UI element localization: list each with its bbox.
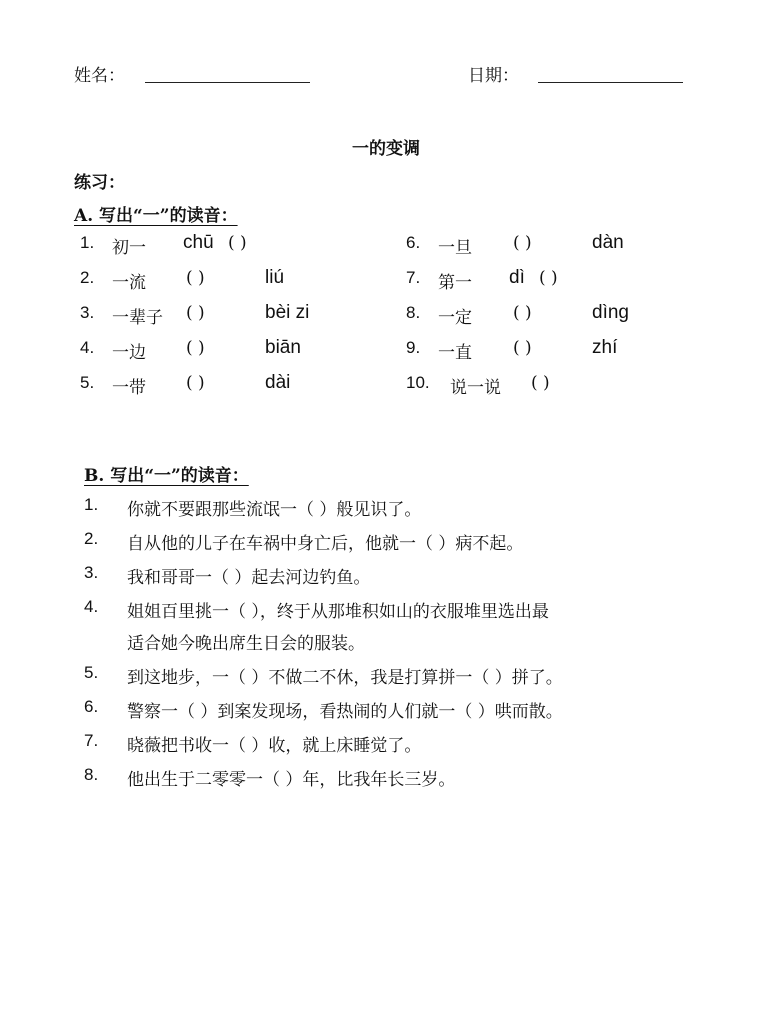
b-item-number: 2. <box>84 529 99 548</box>
section-a-heading: A. 写出“一”的读音： <box>74 206 238 226</box>
a-item-pinyin: dì <box>509 267 525 288</box>
a-item-word: 一边 <box>112 343 146 363</box>
a-item-blank[interactable]: ( ) <box>228 233 247 253</box>
date-blank-line[interactable] <box>538 82 683 83</box>
b-item-sentence[interactable]: 警察一（ ）到案发现场，看热闹的人们就一（ ）哄而散。 <box>127 702 563 722</box>
a-item-number: 8. <box>406 303 421 322</box>
a-item-blank[interactable]: ( ) <box>513 338 532 358</box>
a-item-pinyin: zhí <box>592 337 618 358</box>
a-item-number: 1. <box>80 233 95 252</box>
a-item-blank[interactable]: ( ) <box>186 268 205 288</box>
b-item-sentence[interactable]: 我和哥哥一（ ）起去河边钓鱼。 <box>127 568 371 588</box>
a-item-number: 5. <box>80 373 95 392</box>
a-item-word: 第一 <box>438 273 472 293</box>
a-item-word: 一定 <box>438 308 472 328</box>
page-title: 一的变调 <box>352 139 420 159</box>
a-item-blank[interactable]: ( ) <box>513 303 532 323</box>
b-item-number: 3. <box>84 563 99 582</box>
a-item-blank[interactable]: ( ) <box>539 268 558 288</box>
b-item-sentence-continued: 适合她今晚出席生日会的服装。 <box>127 634 365 654</box>
a-item-pinyin: bèi zi <box>265 302 310 323</box>
b-item-number: 1. <box>84 495 99 514</box>
a-item-pinyin: dìng <box>592 302 629 323</box>
b-item-sentence[interactable]: 你就不要跟那些流氓一（ ）般见识了。 <box>127 500 422 520</box>
a-item-pinyin: liú <box>265 267 285 288</box>
a-item-blank[interactable]: ( ) <box>186 373 205 393</box>
b-item-sentence[interactable]: 他出生于二零零一（ ）年，比我年长三岁。 <box>127 770 456 790</box>
b-item-sentence[interactable]: 姐姐百里挑一（ ），终于从那堆积如山的衣服堆里选出最 <box>127 602 549 622</box>
a-item-pinyin: dài <box>265 372 291 393</box>
a-item-word: 一流 <box>112 273 146 293</box>
a-item-pinyin: chū <box>183 232 214 253</box>
a-item-number: 6. <box>406 233 421 252</box>
a-item-number: 4. <box>80 338 95 357</box>
b-item-sentence[interactable]: 到这地步，一（ ）不做二不休，我是打算拼一（ ）拼了。 <box>127 668 563 688</box>
b-item-number: 7. <box>84 731 99 750</box>
a-item-blank[interactable]: ( ) <box>186 303 205 323</box>
a-item-word: 一辈子 <box>112 308 163 328</box>
b-item-number: 5. <box>84 663 99 682</box>
a-item-number: 9. <box>406 338 421 357</box>
a-item-blank[interactable]: ( ) <box>513 233 532 253</box>
b-item-sentence[interactable]: 晓薇把书收一（ ）收，就上床睡觉了。 <box>127 736 422 756</box>
a-item-number: 10. <box>406 373 430 392</box>
name-blank-line[interactable] <box>145 82 310 83</box>
a-item-word: 初一 <box>112 238 146 258</box>
a-item-pinyin: biān <box>265 337 301 358</box>
section-b-heading: B. 写出“一”的读音： <box>84 466 249 486</box>
a-item-number: 3. <box>80 303 95 322</box>
a-item-word: 一带 <box>112 378 146 398</box>
b-item-number: 6. <box>84 697 99 716</box>
a-item-blank[interactable]: ( ) <box>531 373 550 393</box>
a-item-number: 2. <box>80 268 95 287</box>
a-item-pinyin: dàn <box>592 232 624 253</box>
b-item-number: 8. <box>84 765 99 784</box>
practice-label: 练习： <box>74 173 125 193</box>
date-label: 日期： <box>468 66 519 86</box>
a-item-word: 一直 <box>438 343 472 363</box>
name-label: 姓名： <box>74 66 125 86</box>
a-item-word: 说一说 <box>450 378 501 398</box>
b-item-number: 4. <box>84 597 99 616</box>
a-item-blank[interactable]: ( ) <box>186 338 205 358</box>
b-item-sentence[interactable]: 自从他的儿子在车祸中身亡后，他就一（ ）病不起。 <box>127 534 524 554</box>
a-item-word: 一旦 <box>438 238 472 258</box>
a-item-number: 7. <box>406 268 421 287</box>
